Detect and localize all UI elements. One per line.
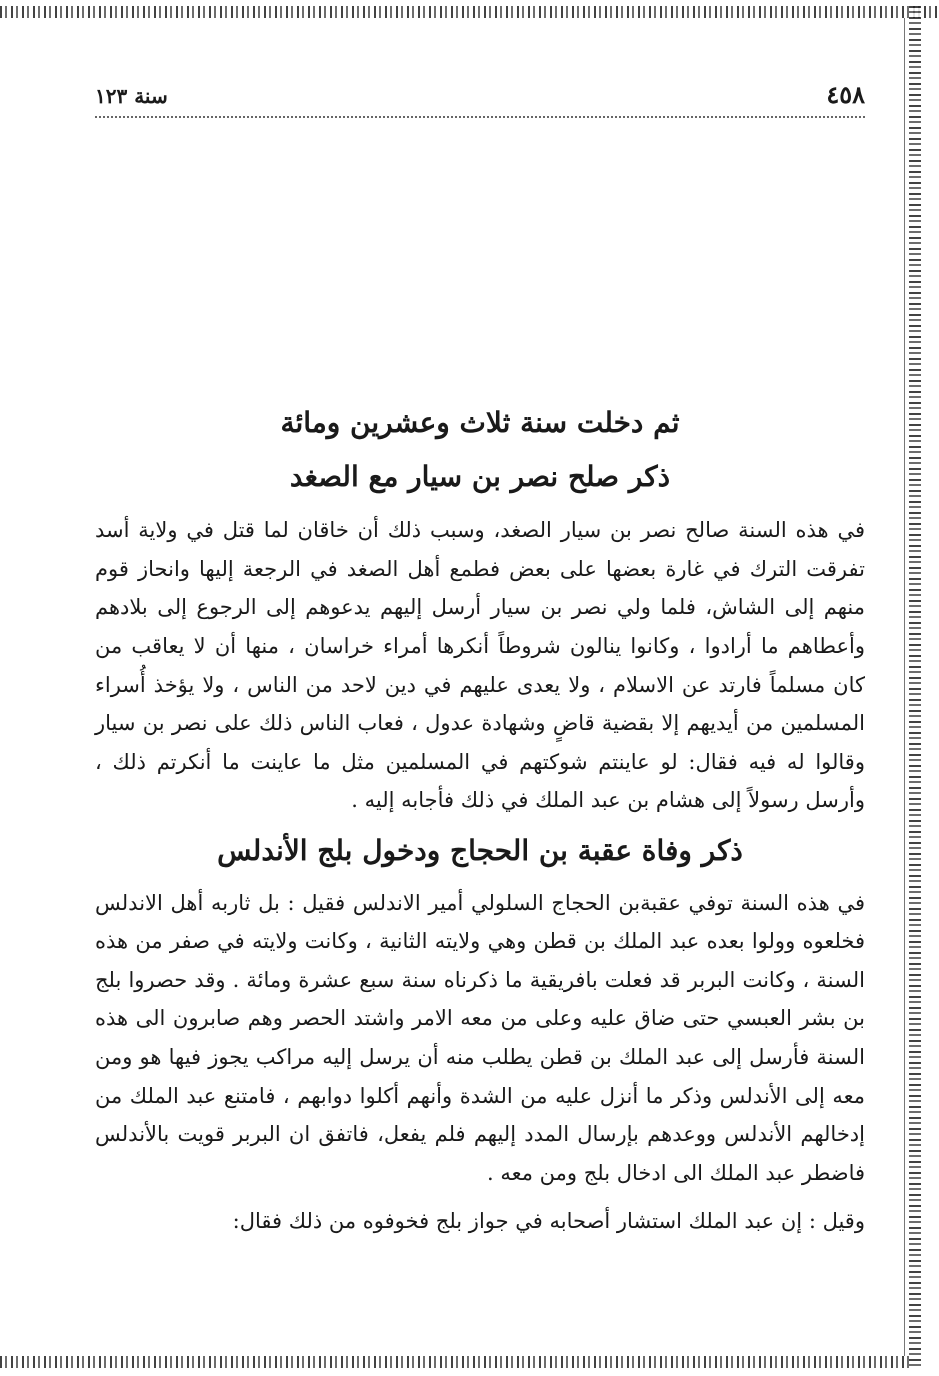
border-rule: [904, 18, 905, 1356]
book-page: [95, 80, 865, 1241]
section-heading-sughd: ذكر صلح نصر بن سيار مع الصغد: [289, 459, 671, 493]
running-header: [95, 80, 865, 118]
year-label: سنة ١٢٣: [95, 84, 168, 108]
paragraph-wa-qila: وقيل : إن عبد الملك استشار أصحابه في جواز بلج فخوفوه من ذلك فقال:: [232, 1209, 865, 1234]
page-number: ٤٥٨: [826, 80, 865, 109]
year-entry-heading: ثم دخلت سنة ثلاث وعشرين ومائة: [280, 406, 680, 439]
ornamental-border-bottom: [0, 1356, 909, 1368]
paragraph-sughd: في هذه السنة صالح نصر بن سيار الصغد، وسبب ذلك أن خاقان لما قتل في ولاية أسد تفرقت الترك في غارة بعضها على بعض فطمع أهل الصغد في الرجعة إليها وانحاز قوم منهم إلى الشاش، فلما ولي نصر بن سيار أرسل إليهم يدعوهم إلى الرجوع إلى بلادهم وأعطاهم ما أرادوا ، وكانوا ينالون شروطاً أنكرها أمراء خراسان ، منها أن لا يعاقب من كان مسلماً فارتد عن الاسلام ، ولا يعدى عليهم في دين لاحد من الناس ، ولا يؤخذ أُسراء المسلمين من أيديهم إلا بقضية قاضٍ وشهادة عدول ، فعاب الناس ذلك على نصر بن سيار وقالوا له فيه فقال: لو عاينتم شوكتهم في المسلمين مثل ما عاينت ما أنكرتم ذلك ، وأرسل رسولاً إلى هشام بن عبد الملك في ذلك فأجابه إليه .: [95, 518, 865, 813]
ornamental-border-top: [0, 6, 939, 18]
paragraph-andalus: في هذه السنة توفي عقبةبن الحجاج السلولي أمير الاندلس فقيل : بل ثاربه أهل الاندلس فخلعوه وولوا بعده عبد الملك بن قطن وهي ولايته الثانية ، وكانت ولايته في صفر من هذه السنة ، وكانت البربر قد فعلت بافريقية ما ذكرناه سنة سبع عشرة ومائة . وقد حصروا بلج بن بشر العبسي حتى ضاق عليه وعلى من معه الامر واشتد الحصر وهم صابرون الى هذه السنة فأرسل إلى عبد الملك بن قطن يطلب منه أن يرسل إليه مراكب يجوز فيها هو ومن معه إلى الأندلس وذكر ما أنزل عليه من الشدة وأنهم أكلوا دوابهم ، فامتنع عبد الملك من إدخالهم الأندلس ووعدهم بإرسال المدد إليهم فلم يفعل، فاتفق ان البربر قويت بالأندلس فاضطر عبد الملك الى ادخال بلج ومن معه .: [95, 890, 865, 1185]
ornamental-border-right: [909, 6, 921, 1368]
section-heading-andalus: ذكر وفاة عقبة بن الحجاج ودخول بلج الأندلس: [217, 833, 743, 867]
